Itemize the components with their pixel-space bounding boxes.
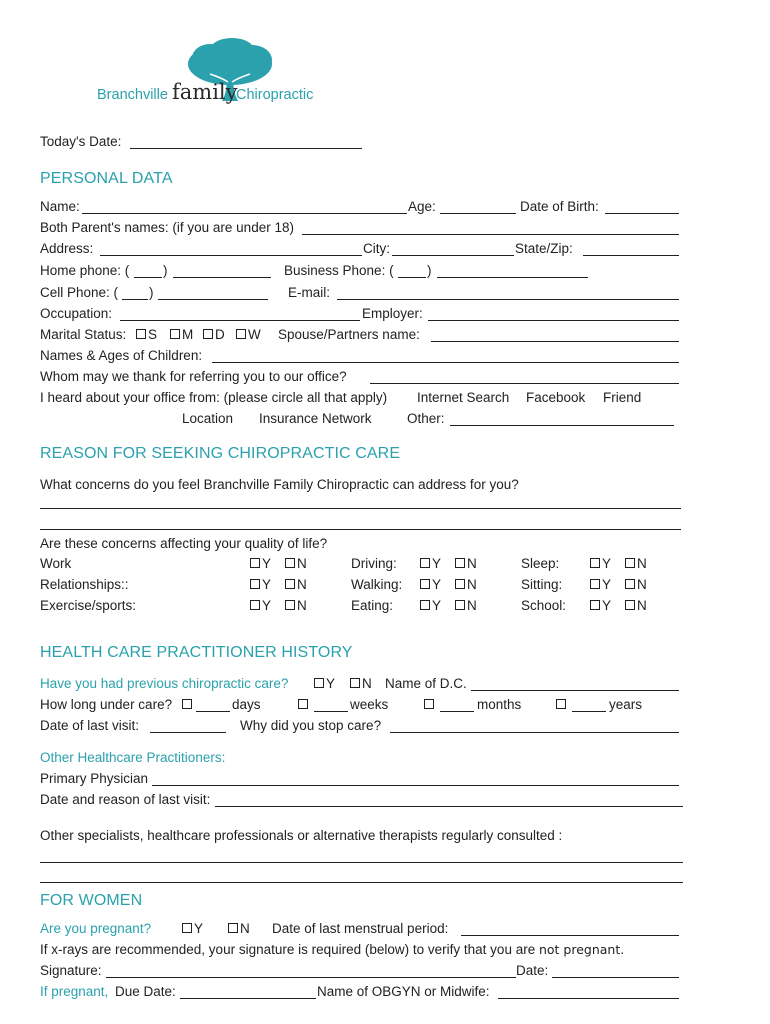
quality-work: Work — [40, 556, 72, 571]
checkbox-icon — [285, 579, 295, 589]
previous-care-label: Have you had previous chiropractic care? — [40, 676, 289, 691]
how-long-weeks-check[interactable] — [298, 697, 310, 712]
date-label: Date: — [516, 963, 549, 978]
quality-school: School: — [521, 598, 567, 613]
checkbox-icon — [170, 329, 180, 339]
days-label: days — [232, 697, 261, 712]
cell-phone-area[interactable] — [122, 299, 148, 300]
obgyn-label: Name of OBGYN or Midwife: — [317, 984, 490, 999]
obgyn-field[interactable] — [498, 998, 679, 999]
checkbox-icon — [420, 558, 430, 568]
checkbox-icon — [250, 579, 260, 589]
checkbox-icon — [285, 558, 295, 568]
checkbox-icon — [455, 600, 465, 610]
cell-phone-field[interactable] — [158, 299, 268, 300]
days-field[interactable] — [196, 711, 230, 712]
name-label: Name: — [40, 199, 80, 214]
lmp-field[interactable] — [461, 935, 679, 936]
months-label: months — [477, 697, 522, 712]
home-phone-close: ) — [163, 263, 168, 278]
exercise-yes[interactable]: Y — [250, 598, 271, 613]
quality-question: Are these concerns affecting your quality of life? — [40, 536, 328, 551]
xray-notice: If x-rays are recommended, your signature is required (below) to verify that you are not pregnant. — [40, 942, 625, 957]
concerns-line-1[interactable] — [40, 508, 681, 509]
section-personal-data: PERSONAL DATA — [40, 170, 173, 187]
checkbox-icon — [228, 923, 238, 933]
checkbox-icon — [424, 699, 434, 709]
quality-exercise: Exercise/sports: — [40, 598, 137, 613]
heard-internet-search[interactable]: Internet Search — [417, 390, 510, 405]
school-yes[interactable]: Y — [590, 598, 611, 613]
section-practitioner: HEALTH CARE PRACTITIONER HISTORY — [40, 644, 353, 661]
previous-care-no[interactable]: N — [350, 676, 372, 691]
heard-facebook[interactable]: Facebook — [526, 390, 586, 405]
checkbox-icon — [590, 558, 600, 568]
school-no[interactable]: N — [625, 598, 647, 613]
checkbox-icon — [420, 600, 430, 610]
primary-physician-field[interactable] — [152, 785, 679, 786]
statezip-label: State/Zip: — [515, 241, 573, 256]
work-yes[interactable]: Y — [250, 556, 271, 571]
relationships-no[interactable]: N — [285, 577, 307, 592]
signature-label: Signature: — [40, 963, 102, 978]
heard-location[interactable]: Location — [182, 411, 234, 426]
section-for-women: FOR WOMEN — [40, 892, 143, 909]
exercise-no[interactable]: N — [285, 598, 307, 613]
quality-eating: Eating: — [351, 598, 394, 613]
referral-label: Whom may we thank for referring you to our office? — [40, 369, 347, 384]
occupation-field[interactable] — [120, 320, 360, 321]
heard-friend[interactable]: Friend — [603, 390, 642, 405]
name-dc-field[interactable] — [471, 690, 679, 691]
checkbox-icon — [285, 600, 295, 610]
walking-no[interactable]: N — [455, 577, 477, 592]
business-phone-area[interactable] — [398, 277, 426, 278]
parents-field[interactable] — [302, 234, 679, 235]
pregnant-no[interactable]: N — [228, 921, 250, 936]
checkbox-icon — [250, 558, 260, 568]
sitting-yes[interactable]: Y — [590, 577, 611, 592]
sleep-yes[interactable]: Y — [590, 556, 611, 571]
home-phone-area[interactable] — [134, 277, 162, 278]
age-label: Age: — [408, 199, 436, 214]
signature-field[interactable] — [106, 977, 516, 978]
checkbox-icon — [298, 699, 308, 709]
last-visit-field[interactable] — [150, 732, 226, 733]
marital-option-m[interactable]: M — [170, 327, 193, 342]
business-phone-close: ) — [427, 263, 432, 278]
dob-field[interactable] — [605, 213, 679, 214]
checkbox-icon — [625, 579, 635, 589]
checkbox-icon — [236, 329, 246, 339]
home-phone-field[interactable] — [173, 277, 271, 278]
checkbox-icon — [455, 558, 465, 568]
pregnant-yes[interactable]: Y — [182, 921, 203, 936]
date-field[interactable] — [552, 977, 679, 978]
how-long-months-check[interactable] — [424, 697, 436, 712]
address-label: Address: — [40, 241, 94, 256]
referral-field[interactable] — [370, 383, 679, 384]
employer-label: Employer: — [362, 306, 423, 321]
todays-date-label: Today's Date: — [40, 134, 122, 149]
checkbox-icon — [182, 699, 192, 709]
checkbox-icon — [136, 329, 146, 339]
weeks-field[interactable] — [314, 711, 348, 712]
logo-chiropractic: Chiropractic — [236, 87, 314, 103]
driving-no[interactable]: N — [455, 556, 477, 571]
todays-date-field[interactable] — [130, 148, 362, 149]
driving-yes[interactable]: Y — [420, 556, 441, 571]
relationships-yes[interactable]: Y — [250, 577, 271, 592]
sitting-no[interactable]: N — [625, 577, 647, 592]
section-reason: REASON FOR SEEKING CHIROPRACTIC CARE — [40, 445, 401, 462]
spouse-label: Spouse/Partners name: — [278, 327, 420, 342]
checkbox-icon — [590, 600, 600, 610]
date-reason-field[interactable] — [215, 806, 683, 807]
children-field[interactable] — [212, 362, 679, 363]
checkbox-icon — [590, 579, 600, 589]
eating-yes[interactable]: Y — [420, 598, 441, 613]
how-long-days-check[interactable] — [182, 697, 194, 712]
years-field[interactable] — [572, 711, 606, 712]
quality-sitting: Sitting: — [521, 577, 563, 592]
months-field[interactable] — [440, 711, 474, 712]
statezip-field[interactable] — [583, 255, 679, 256]
how-long-years-check[interactable] — [556, 697, 568, 712]
cell-phone-close: ) — [149, 285, 154, 300]
marital-option-w[interactable]: W — [236, 327, 261, 342]
logo-branchville: Branchville — [97, 87, 168, 103]
marital-label: Marital Status: — [40, 327, 127, 342]
checkbox-icon — [420, 579, 430, 589]
checkbox-icon — [314, 678, 324, 688]
heard-label: I heard about your office from: (please circle all that apply) — [40, 390, 388, 405]
heard-insurance-network[interactable]: Insurance Network — [259, 411, 372, 426]
primary-physician-label: Primary Physician — [40, 771, 149, 786]
date-reason-label: Date and reason of last visit: — [40, 792, 211, 807]
checkbox-icon — [182, 923, 192, 933]
heard-other-field[interactable] — [450, 425, 674, 426]
city-label: City: — [363, 241, 390, 256]
due-date-field[interactable] — [180, 998, 316, 999]
email-field[interactable] — [337, 299, 679, 300]
address-field[interactable] — [100, 255, 362, 256]
weeks-label: weeks — [350, 697, 389, 712]
name-dc-label: Name of D.C. — [385, 676, 467, 691]
specialists-line-1[interactable] — [40, 862, 683, 863]
business-phone-label: Business Phone: ( — [284, 263, 394, 278]
city-field[interactable] — [392, 255, 514, 256]
specialists-label: Other specialists, healthcare professionals or alternative therapists regularly consulted : — [40, 828, 563, 843]
home-phone-label: Home phone: ( — [40, 263, 130, 278]
how-long-label: How long under care? — [40, 697, 173, 712]
employer-field[interactable] — [428, 320, 679, 321]
last-visit-label: Date of last visit: — [40, 718, 140, 733]
checkbox-icon — [455, 579, 465, 589]
email-label: E-mail: — [288, 285, 331, 300]
checkbox-icon — [203, 329, 213, 339]
checkbox-icon — [350, 678, 360, 688]
previous-care-yes[interactable]: Y — [314, 676, 335, 691]
if-pregnant-label: If pregnant, — [40, 984, 109, 999]
checkbox-icon — [625, 600, 635, 610]
other-practitioners-title: Other Healthcare Practitioners: — [40, 750, 226, 765]
pregnant-label: Are you pregnant? — [40, 921, 152, 936]
checkbox-icon — [556, 699, 566, 709]
dob-label: Date of Birth: — [520, 199, 599, 214]
due-date-label: Due Date: — [115, 984, 176, 999]
quality-relationships: Relationships:: — [40, 577, 129, 592]
parents-label: Both Parent's names: (if you are under 18) — [40, 220, 294, 235]
logo-family: family — [172, 80, 238, 104]
checkbox-icon — [250, 600, 260, 610]
cell-phone-label: Cell Phone: ( — [40, 285, 119, 300]
years-label: years — [609, 697, 643, 712]
quality-driving: Driving: — [351, 556, 397, 571]
why-stop-label: Why did you stop care? — [240, 718, 382, 733]
why-stop-field[interactable] — [390, 732, 679, 733]
work-no[interactable]: N — [285, 556, 307, 571]
heard-other[interactable]: Other: — [407, 411, 445, 426]
age-field[interactable] — [440, 213, 516, 214]
checkbox-icon — [625, 558, 635, 568]
specialists-line-2[interactable] — [40, 882, 683, 883]
marital-option-s[interactable]: S — [136, 327, 157, 342]
occupation-label: Occupation: — [40, 306, 113, 321]
quality-sleep: Sleep: — [521, 556, 560, 571]
marital-option-d[interactable]: D — [203, 327, 225, 342]
eating-no[interactable]: N — [455, 598, 477, 613]
concerns-question: What concerns do you feel Branchville Family Chiropractic can address for you? — [40, 477, 519, 492]
quality-walking: Walking: — [351, 577, 403, 592]
children-label: Names & Ages of Children: — [40, 348, 203, 363]
lmp-label: Date of last menstrual period: — [272, 921, 449, 936]
business-phone-field[interactable] — [437, 277, 588, 278]
spouse-field[interactable] — [431, 341, 679, 342]
concerns-line-2[interactable] — [40, 529, 681, 530]
sleep-no[interactable]: N — [625, 556, 647, 571]
name-field[interactable] — [82, 213, 407, 214]
walking-yes[interactable]: Y — [420, 577, 441, 592]
